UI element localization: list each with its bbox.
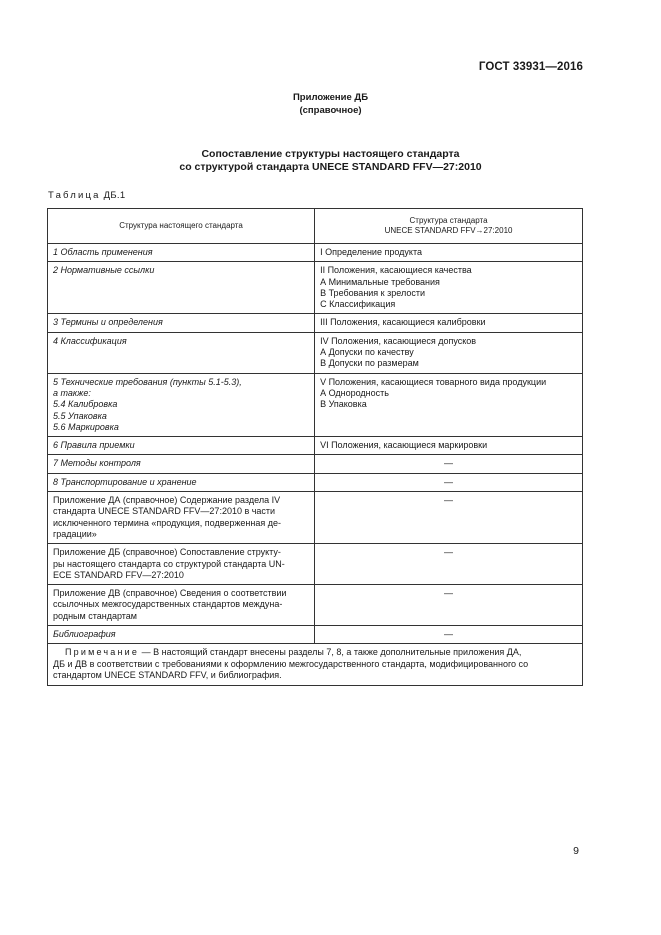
table-caption-number: ДБ.1 — [103, 190, 126, 201]
cell-line: 5.4 Калибровка — [53, 399, 118, 410]
row-right-cell — [315, 437, 583, 455]
col-header-unece — [315, 209, 583, 244]
cell-line: А Однородность — [320, 387, 389, 398]
cell-line: Приложение ДВ (справочное) Сведения о соответствии — [53, 588, 287, 599]
row-left-cell — [48, 492, 315, 544]
row-left-cell — [48, 244, 315, 262]
cell-line: 8 Транспортирование и хранение — [53, 476, 197, 487]
row-left-cell — [48, 373, 315, 436]
table-note-row — [48, 644, 583, 686]
row-right-cell: — — [315, 455, 583, 473]
section-heading — [0, 148, 661, 174]
row-right-cell: — — [315, 626, 583, 644]
table-row — [48, 492, 583, 544]
heading-line-1: Сопоставление структуры настоящего стандарта — [201, 148, 460, 160]
note-line-2: ДБ и ДВ в соответствии с требованиями к оформлению межгосударственного стандарта, модифицированного со — [53, 658, 529, 669]
heading-line-2: со структурой стандарта UNECE STANDARD FFV—27:2010 — [179, 161, 482, 173]
row-left-cell — [48, 332, 315, 373]
note-line-1 — [53, 647, 577, 659]
table-row — [48, 544, 583, 585]
table-row — [48, 332, 583, 373]
cell-line: III Положения, касающиеся калибровки — [320, 317, 486, 328]
cell-line: В Допуски по размерам — [320, 358, 419, 369]
cell-line: стандарта UNECE STANDARD FFV—27:2010 в части — [53, 506, 276, 517]
table-row — [48, 455, 583, 473]
page-number: 9 — [573, 845, 579, 857]
row-left-cell — [48, 473, 315, 491]
cell-line: II Положения, касающиеся качества — [320, 265, 472, 276]
row-left-cell — [48, 544, 315, 585]
cell-line: 2 Нормативные ссылки — [53, 265, 155, 276]
note-text: — В настоящий стандарт внесены разделы 7, 8, а также дополнительные приложения ДА, — [141, 647, 522, 658]
cell-line: 5.6 Маркировка — [53, 421, 119, 432]
row-right-cell — [315, 262, 583, 314]
cell-line: В Требования к зрелости — [320, 287, 425, 298]
row-right-cell — [315, 314, 583, 332]
cell-line: А Минимальные требования — [320, 276, 440, 287]
table-caption-word: Таблица — [48, 190, 101, 201]
table-row — [48, 585, 583, 626]
cell-line: исключенного термина «продукция, подверженная де- — [53, 517, 281, 528]
cell-line: В Упаковка — [320, 399, 367, 410]
table-row — [48, 314, 583, 332]
table-row — [48, 626, 583, 644]
table-header-row — [48, 209, 583, 244]
table-row — [48, 262, 583, 314]
annex-title: Приложение ДБ — [292, 92, 369, 103]
document-code: ГОСТ 33931—2016 — [478, 61, 583, 73]
cell-line: 5.5 Упаковка — [53, 410, 107, 421]
row-right-cell — [315, 373, 583, 436]
cell-line: I Определение продукта — [320, 247, 422, 257]
table-row — [48, 373, 583, 436]
row-right-cell: — — [315, 473, 583, 491]
cell-line: градации» — [53, 528, 97, 539]
cell-line: ECE STANDARD FFV—27:2010 — [53, 569, 184, 580]
cell-line: Приложение ДА (справочное) Содержание раздела IV — [53, 495, 281, 506]
row-left-cell — [48, 626, 315, 644]
annex-header — [0, 91, 661, 117]
cell-line: 6 Правила приемки — [53, 440, 135, 451]
cell-line: Приложение ДБ (справочное) Сопоставление структу- — [53, 547, 281, 558]
row-left-cell — [48, 314, 315, 332]
cell-line: IV Положения, касающиеся допусков — [320, 335, 477, 346]
row-left-cell — [48, 455, 315, 473]
row-right-cell: — — [315, 492, 583, 544]
cell-line: 4 Классификация — [53, 335, 127, 346]
row-left-cell — [48, 437, 315, 455]
row-left-cell — [48, 585, 315, 626]
table-row — [48, 473, 583, 491]
row-right-cell: — — [315, 585, 583, 626]
cell-line: ссылочных межгосударственных стандартов междуна- — [53, 599, 283, 610]
cell-line: родным стандартам — [53, 610, 137, 621]
cell-line: С Классификация — [320, 299, 396, 310]
table-row — [48, 244, 583, 262]
col-header-this-standard: Структура настоящего стандарта — [48, 209, 315, 244]
cell-line: Библиография — [53, 629, 116, 640]
cell-line: 5 Технические требования (пункты 5.1-5.3), — [53, 376, 242, 387]
row-left-cell — [48, 262, 315, 314]
note-line-3: стандартом UNECE STANDARD FFV, и библиография. — [53, 670, 282, 681]
table-caption — [48, 190, 125, 201]
cell-line: А Допуски по качеству — [320, 347, 414, 358]
cell-line: VI Положения, касающиеся маркировки — [320, 440, 488, 451]
note-label: Примечание — [65, 647, 140, 658]
cell-line: а также: — [53, 387, 91, 398]
cell-line: 1 Область применения — [53, 247, 153, 257]
cell-line: 7 Методы контроля — [53, 458, 141, 469]
table-row — [48, 437, 583, 455]
row-right-cell — [315, 244, 583, 262]
annex-kind: (справочное) — [299, 105, 362, 116]
col-header-unece-line-2: UNECE STANDARD FFV→27:2010 — [384, 226, 513, 235]
comparison-table — [47, 208, 583, 686]
cell-line: 3 Термины и определения — [53, 317, 163, 328]
row-right-cell — [315, 332, 583, 373]
cell-line: ры настоящего стандарта со структурой стандарта UN- — [53, 558, 285, 569]
cell-line: V Положения, касающиеся товарного вида продукции — [320, 376, 547, 387]
table-note — [48, 644, 583, 686]
col-header-unece-line-1: Структура стандарта — [409, 216, 488, 225]
row-right-cell: — — [315, 544, 583, 585]
